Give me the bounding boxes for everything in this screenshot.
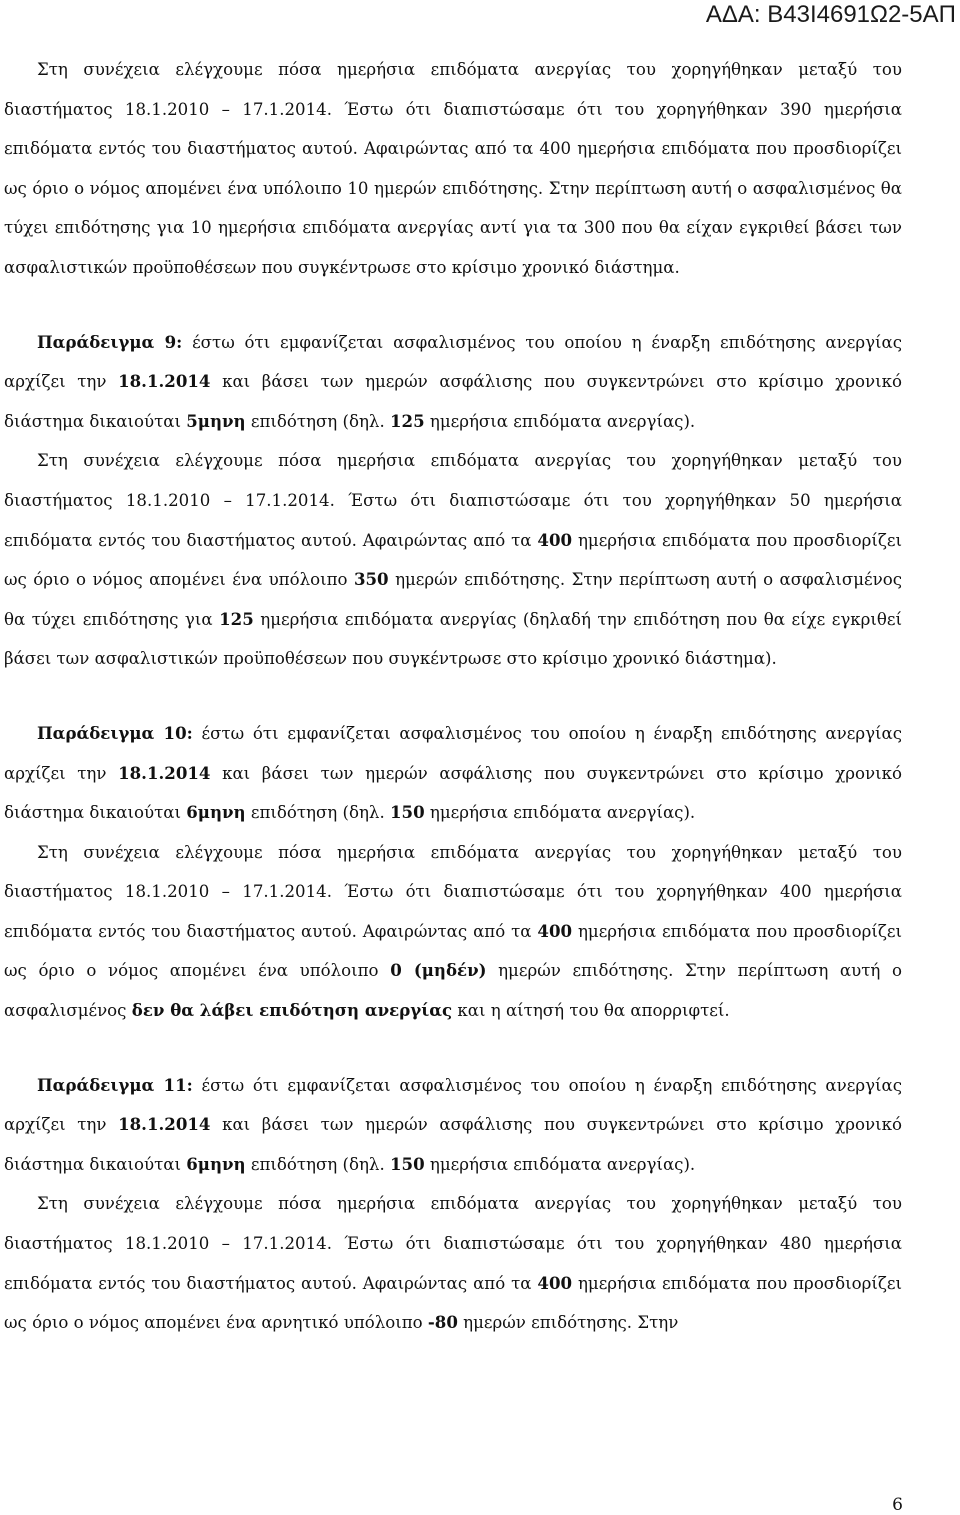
example-9-paragraph (4, 323, 902, 442)
bold-text-run: -80 (427, 1312, 458, 1333)
bold-text-run: 150 (390, 802, 425, 823)
bold-text-run: 0 (μηδέν) (390, 960, 487, 981)
text-run: ημερών επιδότησης. Στην περίπτωση αυτή ο ασφαλισμένος θα τύχει επιδότησης για (4, 570, 902, 629)
text-run: και βάσει των ημερών ασφάλισης που συγκεντρώνει στο κρίσιμο χρονικό διάστημα δικαιούται (4, 763, 902, 823)
text-run: επιδότηση (δηλ. (245, 411, 390, 431)
text-run: ημερήσια επιδόματα ανεργίας (δηλαδή την επιδότηση που θα είχε εγκριθεί βάσει των ασφαλιστικών προϋποθέσεων που συγκέντρωσε στο κρίσιμο χρονικό διάστημα). (4, 609, 903, 669)
example-11-paragraph (4, 1066, 902, 1185)
ada-header: ΑΔΑ: Β43Ι4691Ω2-5ΑΠ (705, 1, 956, 28)
text-run: Στη συνέχεια ελέγχουμε πόσα ημερήσια επιδόματα ανεργίας του χορηγήθηκαν μεταξύ του διαστήματος 18.1.2010 – 17.1.2014. Έστω ότι διαπιστώσαμε ότι του χορηγήθηκαν 390 ημερήσια επιδόματα εντός του διαστήματος αυτού. Αφαιρώντας από τα 400 ημερήσια επιδόματα που προσδιορίζει ως όριο ο νόμος απομένει ένα υπόλοιπο 10 ημερών επιδότησης. Στην περίπτωση αυτή ο ασφαλισμένος θα τύχει επιδότησης για 10 ημερήσια επιδόματα ανεργίας αντί για τα 300 που θα είχαν εγκριθεί βάσει των ασφαλιστικών προϋποθέσεων που συγκέντρωσε στο κρίσιμο χρονικό διάστημα. (4, 60, 902, 277)
text-run: Στη συνέχεια ελέγχουμε πόσα ημερήσια επιδόματα ανεργίας του χορηγήθηκαν μεταξύ του διαστήματος 18.1.2010 – 17.1.2014. Έστω ότι διαπιστώσαμε ότι του χορηγήθηκαν 50 ημερήσια επιδόματα εντός του διαστήματος αυτού. Αφαιρώντας από τα (4, 451, 902, 550)
bold-text-run: 125 (219, 608, 254, 629)
text-run: Στη συνέχεια ελέγχουμε πόσα ημερήσια επιδόματα ανεργίας του χορηγήθηκαν μεταξύ του διαστήματος 18.1.2010 – 17.1.2014. Έστω ότι διαπιστώσαμε ότι του χορηγήθηκαν 400 ημερήσια επιδόματα εντός του διαστήματος αυτού. Αφαιρώντας από τα (4, 842, 902, 941)
text-run: ημερήσια επιδόματα που προσδιορίζει ως όριο ο νόμος απομένει ένα υπόλοιπο (4, 921, 902, 981)
text-run: ημερήσια επιδόματα ανεργίας). (424, 1154, 696, 1174)
bold-text-run: 6μηνη (186, 1153, 246, 1174)
bold-text-run: 5μηνη (186, 410, 246, 431)
page-number: 6 (892, 1495, 903, 1515)
bold-text-run: δεν θα λάβει επιδότηση ανεργίας (131, 1000, 453, 1021)
text-run: και βάσει των ημερών ασφάλισης που συγκεντρώνει στο κρίσιμο χρονικό διάστημα δικαιούται (4, 1115, 902, 1174)
bold-text-run: 6μηνη (186, 802, 246, 823)
bold-text-run: Παράδειγμα 10: (37, 722, 193, 743)
text-run: και βάσει των ημερών ασφάλισης που συγκεντρώνει στο κρίσιμο χρονικό διάστημα δικαιούται (4, 372, 902, 431)
bold-text-run: 125 (390, 410, 425, 431)
bold-text-run: 350 (353, 569, 389, 590)
bold-text-run: Παράδειγμα 11: (37, 1074, 193, 1095)
bold-text-run: 18.1.2014 (118, 762, 211, 783)
text-run: Στη συνέχεια ελέγχουμε πόσα ημερήσια επιδόματα ανεργίας του χορηγήθηκαν μεταξύ του διαστήματος 18.1.2010 – 17.1.2014. Έστω ότι διαπιστώσαμε ότι του χορηγήθηκαν 480 ημερήσια επιδόματα εντός του διαστήματος αυτού. Αφαιρώντας από τα (4, 1194, 902, 1293)
text-run: ημερήσια επιδόματα ανεργίας). (424, 803, 696, 823)
paragraph (4, 1184, 902, 1342)
text-run: ημερών επιδότησης. Στην (457, 1313, 679, 1333)
paragraph (4, 833, 902, 1031)
text-run: επιδότηση (δηλ. (245, 1154, 390, 1174)
example-10-paragraph (4, 714, 902, 833)
paragraph (4, 50, 902, 288)
text-run: ημερήσια επιδόματα που προσδιορίζει ως όριο ο νόμος απομένει ένα υπόλοιπο (4, 530, 902, 590)
bold-text-run: 18.1.2014 (118, 371, 211, 392)
document-body (4, 50, 902, 1343)
bold-text-run: 400 (537, 529, 573, 550)
text-run: ημερήσια επιδόματα ανεργίας). (424, 411, 696, 431)
text-run: επιδότηση (δηλ. (245, 803, 390, 823)
bold-text-run: 18.1.2014 (118, 1114, 211, 1135)
text-run: έστω ότι εμφανίζεται ασφαλισμένος του οποίου η έναρξη επιδότησης ανεργίας αρχίζει την (4, 1075, 903, 1135)
bold-text-run: 150 (390, 1153, 425, 1174)
text-run: έστω ότι εμφανίζεται ασφαλισμένος του οποίου η έναρξη επιδότησης ανεργίας αρχίζει την (4, 332, 903, 392)
bold-text-run: Παράδειγμα 9: (37, 331, 183, 352)
bold-text-run: 400 (537, 920, 573, 941)
text-run: ημερήσια επιδόματα που προσδιορίζει ως όριο ο νόμος απομένει ένα αρνητικό υπόλοιπο (4, 1273, 902, 1333)
text-run: έστω ότι εμφανίζεται ασφαλισμένος του οποίου η έναρξη επιδότησης ανεργίας αρχίζει την (4, 723, 903, 783)
text-run: ημερών επιδότησης. Στην περίπτωση αυτή ο ασφαλισμένος (4, 961, 902, 1021)
bold-text-run: 400 (537, 1272, 573, 1293)
paragraph (4, 441, 902, 679)
text-run: και η αίτησή του θα απορριφτεί. (452, 1001, 730, 1021)
